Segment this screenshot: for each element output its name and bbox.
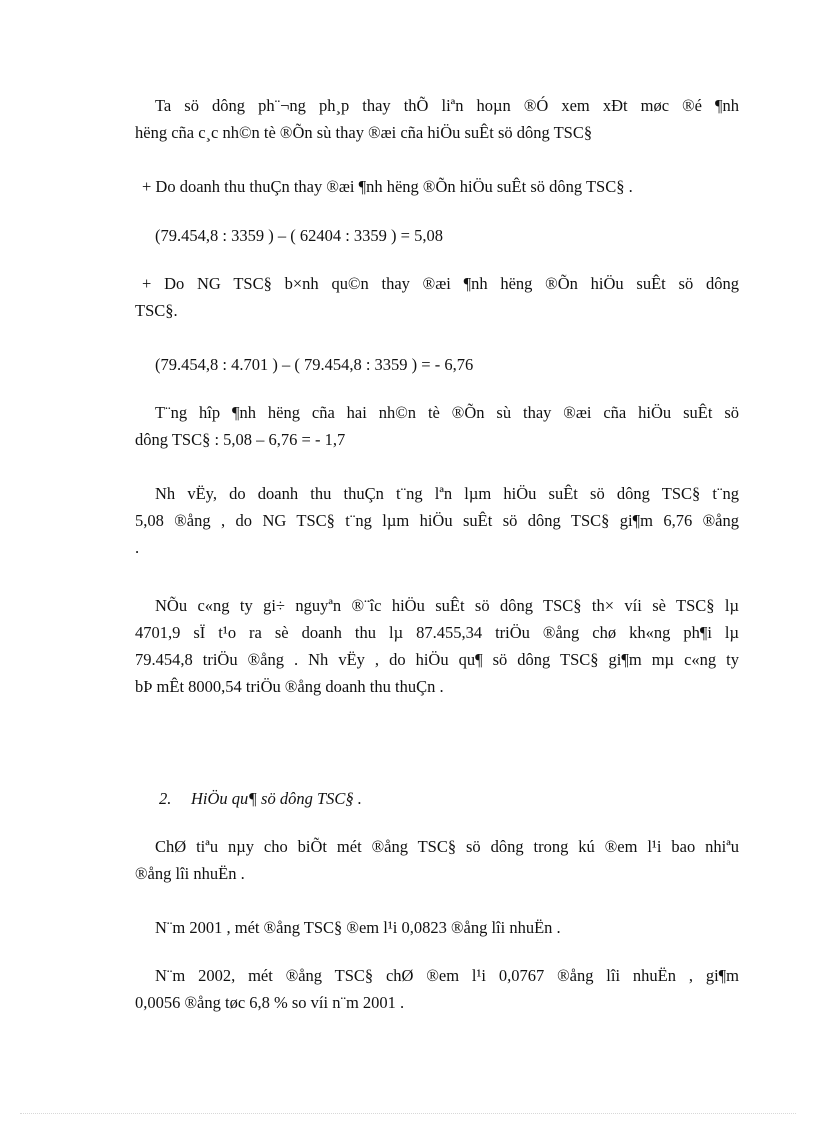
text-line: N¨m 2001 , mét ®ång TSC§ ®em l¹i 0,0823 ®ång lîi nhuËn . bbox=[155, 918, 561, 937]
formula-revenue bbox=[135, 222, 739, 249]
text-line: Nh vËy, do doanh thu thuÇn t¨ng lªn lµm hiÖu suÊt sö dông TSC§ t¨ng bbox=[155, 484, 739, 503]
text-line: hëng cña c¸c nh©n tè ®Õn sù thay ®æi cña hiÖu suÊt sö dông TSC§ bbox=[135, 123, 593, 142]
paragraph-year-2002 bbox=[135, 962, 739, 1016]
paragraph-revenue-effect bbox=[135, 173, 739, 200]
text-line: NÕu c«ng ty gi÷ nguyªn ®¨îc hiÖu suÊt sö dông TSC§ th× víi sè TSC§ lµ bbox=[155, 596, 739, 615]
paragraph-revenue-loss bbox=[135, 592, 739, 700]
text-line: 5,08 ®ång , do NG TSC§ t¨ng lµm hiÖu suÊt sö dông TSC§ gi¶m 6,76 ®ång bbox=[135, 511, 739, 530]
paragraph-year-2001 bbox=[135, 914, 739, 941]
text-line: ChØ tiªu nµy cho biÕt mét ®ång TSC§ sö dông trong kú ®em l¹i bao nhiªu bbox=[155, 837, 739, 856]
text-line: N¨m 2002, mét ®ång TSC§ chØ ®em l¹i 0,0767 ®ång lîi nhuËn , gi¶m bbox=[155, 966, 739, 985]
text-line: + Do doanh thu thuÇn thay ®æi ¶nh hëng ®Õn hiÖu suÊt sö dông TSC§ . bbox=[142, 177, 633, 196]
text-line: dông TSC§ : 5,08 – 6,76 = - 1,7 bbox=[135, 430, 346, 449]
text-line: 4701,9 sÏ t¹o ra sè doanh thu lµ 87.455,34 triÖu ®ång chø kh«ng ph¶i lµ bbox=[135, 623, 739, 642]
formula-assets bbox=[135, 351, 739, 378]
text-line: 79.454,8 triÖu ®ång . Nh vËy , do hiÖu qu¶ sö dông TSC§ gi¶m mµ c«ng ty bbox=[135, 650, 739, 669]
text-line: TSC§. bbox=[135, 301, 178, 320]
paragraph-conclusion bbox=[135, 480, 739, 561]
section-heading bbox=[135, 785, 739, 812]
section-number: 2. bbox=[159, 789, 172, 808]
text-line: . bbox=[135, 538, 140, 557]
text-line: bÞ mÊt 8000,54 triÖu ®ång doanh thu thuÇn . bbox=[135, 677, 444, 696]
text-line: (79.454,8 : 4.701 ) – ( 79.454,8 : 3359 ) = - 6,76 bbox=[155, 355, 474, 374]
text-line: 0,0056 ®ång tøc 6,8 % so víi n¨m 2001 . bbox=[135, 993, 405, 1012]
paragraph-asset-effect bbox=[135, 270, 739, 324]
text-line: ®ång lîi nhuËn . bbox=[135, 864, 245, 883]
section-title: HiÖu qu¶ sö dông TSC§ . bbox=[191, 789, 362, 808]
paragraph-combined-effect bbox=[135, 399, 739, 453]
text-line: + Do NG TSC§ b×nh qu©n thay ®æi ¶nh hëng ®Õn hiÖu suÊt sö dông bbox=[142, 274, 739, 293]
text-line: Ta sö dông ph¨¬ng ph¸p thay thÕ liªn hoµn ®Ó xem xÐt møc ®é ¶nh bbox=[155, 96, 739, 115]
text-line: (79.454,8 : 3359 ) – ( 62404 : 3359 ) = 5,08 bbox=[155, 226, 443, 245]
page-bottom-border bbox=[20, 1113, 796, 1114]
paragraph-indicator-definition bbox=[135, 833, 739, 887]
text-line: T¨ng hîp ¶nh hëng cña hai nh©n tè ®Õn sù thay ®æi cña hiÖu suÊt sö bbox=[155, 403, 739, 422]
paragraph-method bbox=[135, 92, 739, 146]
